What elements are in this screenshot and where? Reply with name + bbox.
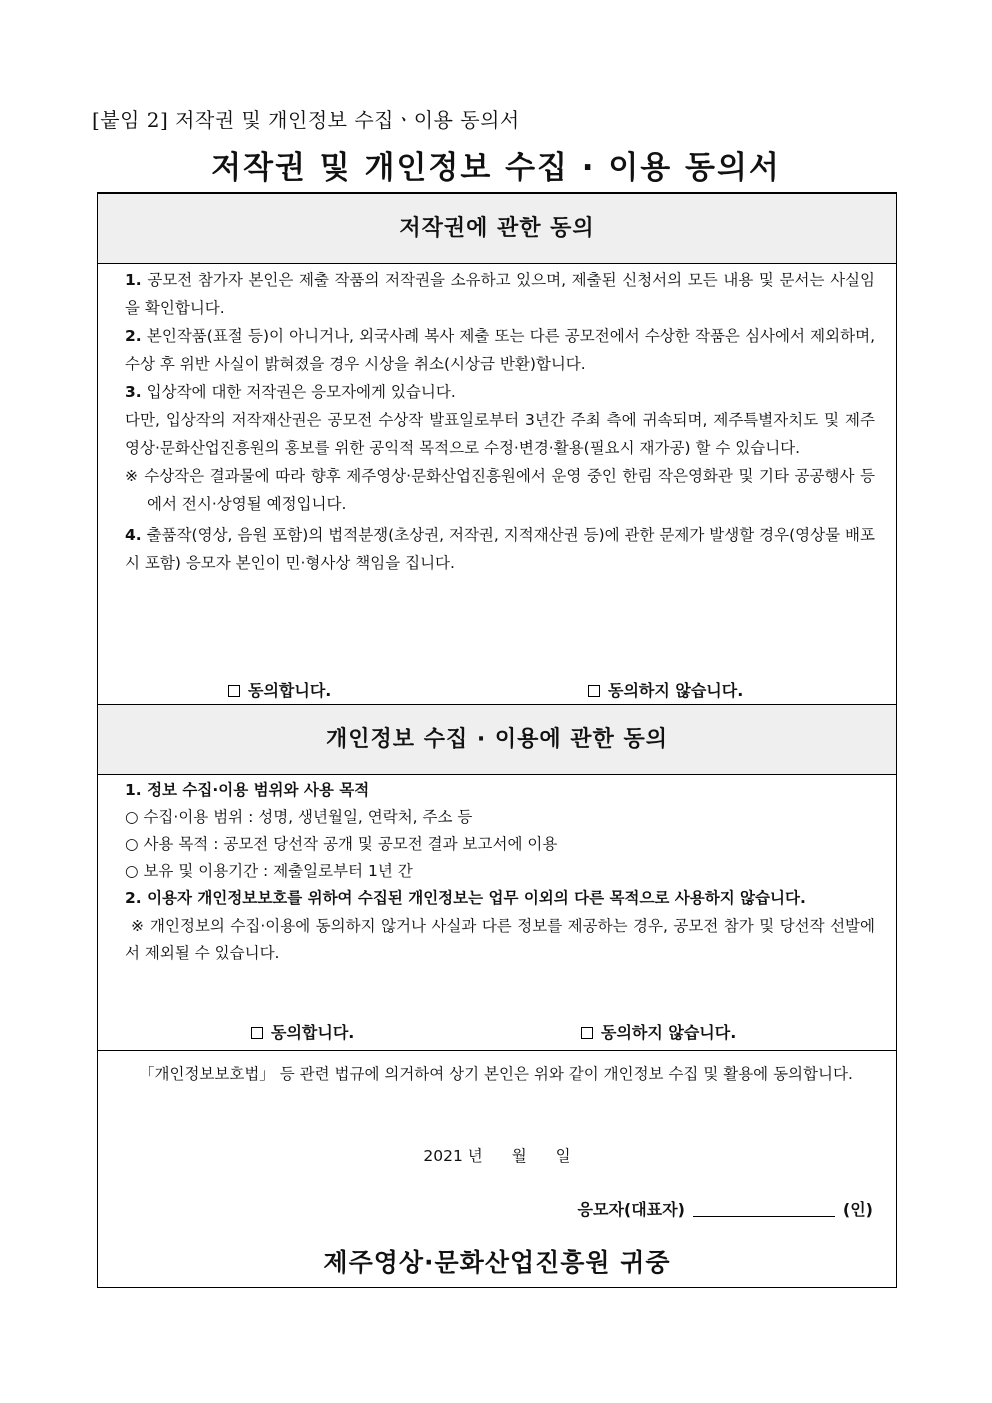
date-month: 월	[511, 1147, 527, 1165]
privacy-bullet: ○ 보유 및 이용기간 : 제출일로부터 1년 간	[125, 862, 413, 880]
privacy-disagree-option[interactable]	[581, 1020, 736, 1043]
attachment-label: [붙임 2] 저작권 및 개인정보 수집ㆍ이용 동의서	[92, 108, 520, 132]
recipient-line: 제주영상·문화산업진흥원 귀중	[323, 1248, 671, 1277]
item-text: 공모전 참가자 본인은 제출 작품의 저작권을 소유하고 있으며, 제출된 신청서의 모든 내용 및 문서는 사실임을 확인합니다.	[125, 271, 875, 317]
copyright-item-4	[125, 521, 875, 577]
seal-mark: (인)	[842, 1200, 873, 1219]
item-number: 4.	[125, 526, 142, 544]
applicant-signature-row	[578, 1197, 873, 1220]
date-year: 2021 년	[423, 1147, 483, 1165]
disagree-label: 동의하지 않습니다.	[601, 1023, 737, 1042]
consent-statement-block	[125, 1061, 875, 1088]
document-title: 저작권 및 개인정보 수집 · 이용 동의서	[211, 150, 781, 186]
copyright-proviso: 다만, 입상작의 저작재산권은 공모전 수상작 발표일로부터 3년간 주최 측에 귀속되며, 제주특별자치도 및 제주영상·문화산업진흥원의 홍보를 위한 공익적 목적으로 수정·변경·활용(필요시 재가공) 할 수 있습니다.	[125, 411, 875, 457]
item-text: 출품작(영상, 음원 포함)의 법적분쟁(초상권, 저작권, 지적재산권 등)에 관한 문제가 발생할 경우(영상물 배포 시 포함) 응모자 본인이 민·형사상 책임을 집니다.	[125, 526, 875, 572]
agree-label: 동의합니다.	[271, 1023, 355, 1042]
disagree-label: 동의하지 않습니다.	[608, 681, 744, 700]
agree-label: 동의합니다.	[248, 681, 332, 700]
privacy-terms	[125, 777, 875, 967]
privacy-agree-option[interactable]	[251, 1020, 354, 1043]
consent-statement: 「개인정보보호법」 등 관련 법규에 의거하여 상기 본인은 위와 같이 개인정보 수집 및 활용에 동의합니다.	[139, 1065, 853, 1083]
applicant-label: 응모자(대표자)	[577, 1200, 685, 1219]
privacy-bullet: ○ 사용 목적 : 공모전 당선작 공개 및 공모전 결과 보고서에 이용	[125, 835, 558, 853]
copyright-item-1	[125, 266, 875, 322]
privacy-section-heading: 개인정보 수집 · 이용에 관한 동의	[98, 705, 896, 774]
copyright-terms	[125, 266, 875, 577]
date-line	[98, 1144, 896, 1166]
privacy-bullet: ○ 수집·이용 범위 : 성명, 생년월일, 연락처, 주소 등	[125, 808, 473, 826]
item-text: 본인작품(표절 등)이 아니거나, 외국사례 복사 제출 또는 다른 공모전에서 수상한 작품은 심사에서 제외하며, 수상 후 위반 사실이 밝혀졌을 경우 시상을 취소(시상금 반환)합니다.	[125, 327, 875, 373]
copyright-disagree-option[interactable]	[588, 678, 743, 701]
copyright-item-3	[125, 378, 875, 406]
privacy-note: ※ 개인정보의 수집·이용에 동의하지 않거나 사실과 다른 정보를 제공하는 경우, 공모전 참가 및 당선작 선발에서 제외될 수 있습니다.	[125, 917, 875, 962]
item-number: 3.	[125, 383, 142, 401]
copyright-item-2	[125, 322, 875, 378]
privacy-item-2: 2. 이용자 개인정보보호를 위하여 수집된 개인정보는 업무 이외의 다른 목적으로 사용하지 않습니다.	[125, 889, 806, 907]
divider	[98, 1050, 896, 1051]
privacy-item-1: 1. 정보 수집·이용 범위와 사용 목적	[125, 781, 370, 799]
copyright-agree-option[interactable]	[228, 678, 331, 701]
divider	[98, 263, 896, 264]
date-day: 일	[555, 1147, 571, 1165]
consent-form-frame	[97, 192, 897, 1288]
signature-field[interactable]	[693, 1200, 835, 1217]
checkbox[interactable]	[588, 685, 600, 697]
checkbox[interactable]	[581, 1027, 593, 1039]
item-text: 입상작에 대한 저작권은 응모자에게 있습니다.	[146, 383, 456, 401]
checkbox[interactable]	[251, 1027, 263, 1039]
item-number: 2.	[125, 327, 142, 345]
copyright-section-heading: 저작권에 관한 동의	[98, 194, 896, 263]
checkbox[interactable]	[228, 685, 240, 697]
item-number: 1.	[125, 271, 142, 289]
copyright-note: ※ 수상작은 결과물에 따라 향후 제주영상·문화산업진흥원에서 운영 중인 한림 작은영화관 및 기타 공공행사 등에서 전시·상영될 예정입니다.	[125, 467, 875, 513]
divider	[98, 774, 896, 775]
